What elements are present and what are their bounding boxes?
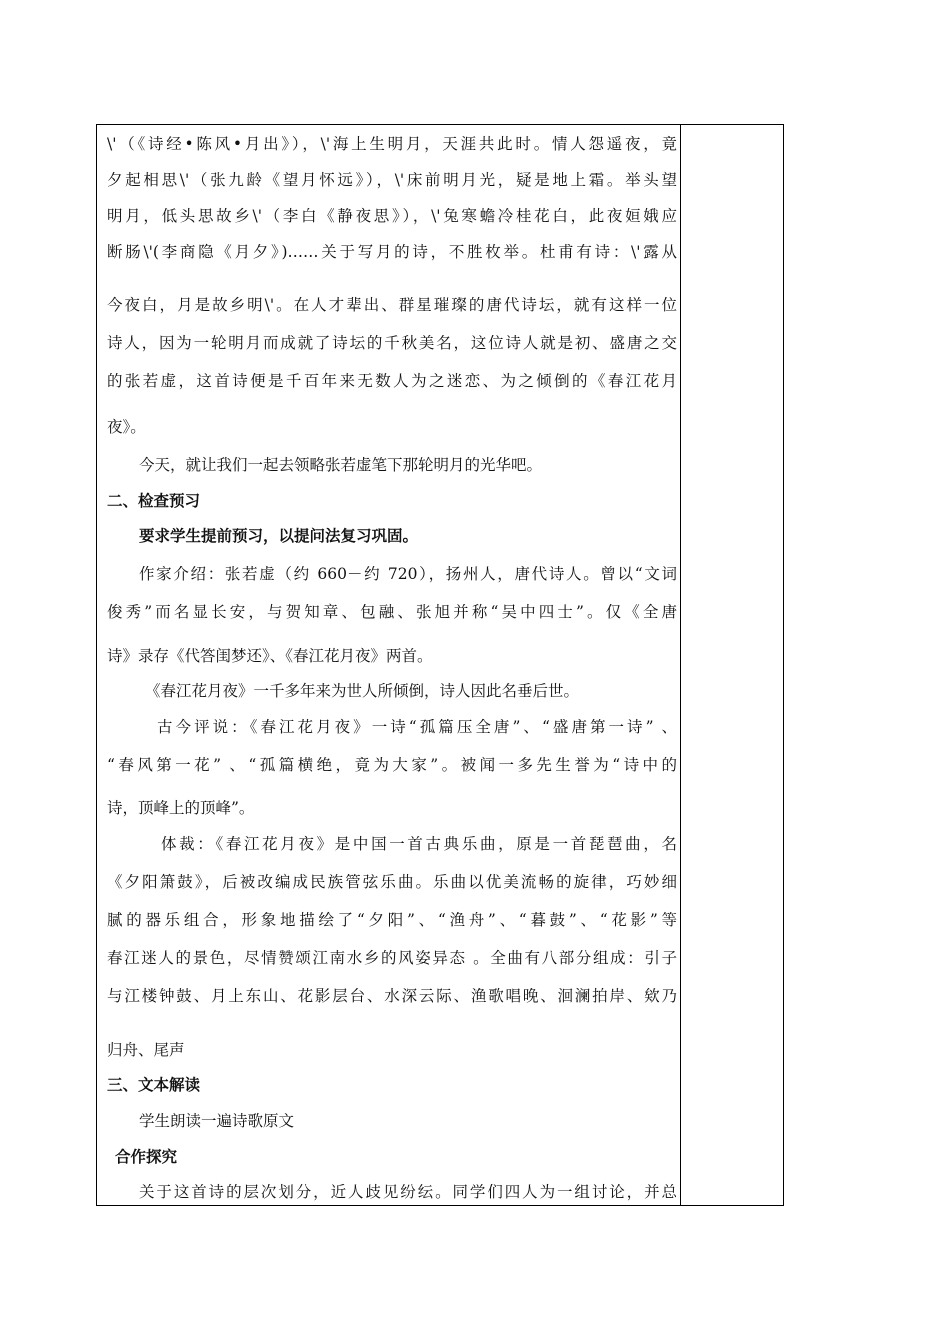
text-line: 夜》。 <box>107 418 146 436</box>
text-line: 春江迷人的景色，尽情赞颂江南水乡的风姿异态 。全曲有八部分组成：引子 <box>107 949 677 967</box>
text-line: “春风第一花” 、“孤篇横绝，竟为大家”。被闻一多先生誉为“诗中的 <box>107 756 677 774</box>
text-line: 诗人，因为一轮明月而成就了诗坛的千秋美名，这位诗人就是初、盛唐之交 <box>107 334 677 352</box>
notes-cell <box>681 125 783 1205</box>
text-line: 俊秀”而名显长安，与贺知章、包融、张旭并称“吴中四士”。仅《全唐 <box>107 603 677 621</box>
text-line: 的张若虚，这首诗便是千百年来无数人为之迷恋、为之倾倒的《春江花月 <box>107 372 677 390</box>
text-line: 夕起相思\'（张九龄《望月怀远》），\'床前明月光，疑是地上霜。举头望 <box>107 171 677 189</box>
text-line: 明月，低头思故乡\'（李白《静夜思》），\'兔寒蟾冷桂花白，此夜姮娥应 <box>107 207 677 225</box>
section-heading: 二、检查预习 <box>107 492 201 510</box>
text-line: 断肠\'(李商隐《月夕》)……关于写月的诗，不胜枚举。杜甫有诗：\'露从 <box>107 243 677 261</box>
text-line: 作家介绍：张若虚（约 660－约 720），扬州人，唐代诗人。曾以“文词 <box>139 565 677 583</box>
text-line: 诗》录存《代答闺梦还》、《春江花月夜》两首。 <box>107 647 433 665</box>
text-line: 与江楼钟鼓、月上东山、花影层台、水深云际、渔歌唱晚、洄澜拍岸、欸乃 <box>107 987 677 1005</box>
text-line: 学生朗读一遍诗歌原文 <box>139 1112 295 1130</box>
text-line: \'（《诗经•陈风•月出》），\'海上生明月，天涯共此时。情人怨遥夜，竟 <box>107 135 677 153</box>
text-line: 关于这首诗的层次划分，近人歧见纷纭。同学们四人为一组讨论，并总 <box>139 1183 677 1201</box>
text-line: 归舟、尾声 <box>107 1041 185 1059</box>
text-line: 体裁：《春江花月夜》是中国一首古典乐曲，原是一首琵琶曲，名 <box>161 835 677 853</box>
lesson-table <box>96 124 784 1206</box>
section-heading: 三、文本解读 <box>107 1076 201 1094</box>
sub-heading: 合作探究 <box>115 1148 178 1166</box>
instruction-line: 要求学生提前预习，以提问法复习巩固。 <box>139 527 419 545</box>
text-line: 古今评说：《春江花月夜》一诗“孤篇压全唐”、“盛唐第一诗” 、 <box>157 718 677 736</box>
text-line: 诗，顶峰上的顶峰”。 <box>107 799 255 817</box>
content-cell <box>97 125 680 1205</box>
text-line: 《夕阳箫鼓》，后被改编成民族管弦乐曲。乐曲以优美流畅的旋律，巧妙细 <box>107 873 677 891</box>
text-line: 今夜白，月是故乡明\'。在人才辈出、群星璀璨的唐代诗坛，就有这样一位 <box>107 296 677 314</box>
text-line: 腻的器乐组合，形象地描绘了“夕阳”、“渔舟”、“暮鼓”、“花影”等 <box>107 911 677 929</box>
text-line: 今天，就让我们一起去领略张若虚笔下那轮明月的光华吧。 <box>139 456 543 474</box>
text-line: 《春江花月夜》一千多年来为世人所倾倒，诗人因此名垂后世。 <box>145 682 580 700</box>
